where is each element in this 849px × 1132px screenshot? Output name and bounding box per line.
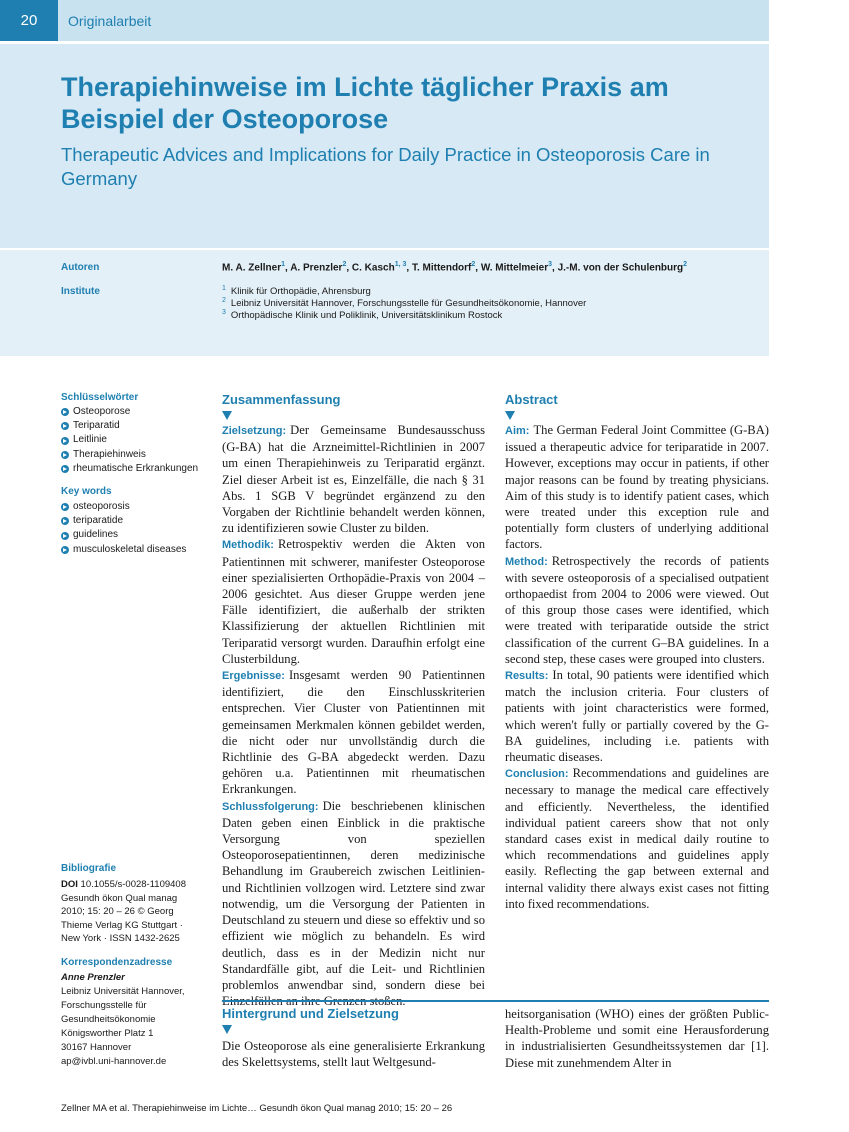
bibliography: DOI 10.1055/s-0028-1109408 Gesundh ökon Qual manag 2010; 15: 20 – 26 © Georg Thieme Verlag KG Stuttgart · New York · ISSN 1432-2625 bbox=[61, 879, 187, 945]
triangle-icon bbox=[222, 1025, 232, 1034]
institute-3: $^3$ Orthopädische Klinik und Poliklinik, Universitätsklinikum Rostock bbox=[222, 309, 503, 322]
author-name: W. Mittelmeier bbox=[480, 262, 549, 274]
correspondence-name: Anne Prenzler bbox=[61, 972, 125, 983]
bullet-icon bbox=[61, 408, 69, 416]
authors-list: M. A. Zellner$^1$, A. Prenzler$^2$, C. Kasch$^{1, 3}$, T. Mittendorf$^2$, W. Mittelmeier$^3$, J.-M. von der Schulenburg$^2$ bbox=[222, 261, 688, 274]
list-item: Teriparatid bbox=[61, 419, 198, 433]
author-name: C. Kasch bbox=[351, 262, 395, 274]
institute-1: $^1$ Klinik für Orthopädie, Ahrensburg bbox=[222, 285, 371, 298]
bullet-icon bbox=[61, 422, 69, 430]
abstract-body: Aim: The German Federal Joint Committee (G-BA) issued a therapeutic advice for teriparatide in 2007. However, exceptions may occur in patients, if other major reasons can be found by treating physicians. Aim of this study is to identify patient cases, which were treated under this exception rule and potentially form clusters of underlying additional factors. Method: Retrospectively the records of patients with severe osteoporosis of a specialised outpatient orthopaedist from 2004 to 2006 were viewed. Out of this group those cases were identified, which were treated with teriparatide outside the strict classification of the current G–BA guidelines. In a second step, these cases were grouped into clusters. Results: In total, 90 patients were identified which match the inclusion criteria. Four clusters of patients with joint characteristics were formed, which weren't fully or partially covered by the G-BA guidelines, including i.e. patients with rheumatic diseases. Conclusion: Recommendations and guidelines are necessary to manage the medical care effectively and efficiently. Nevertheless, the identified individual patient careers show that not only standard cases exist in medical daily routine to which recommendations and guidelines apply easily. Reflecting the gap between external and internal validity there always exist cases not fitting into fixed recommendations. bbox=[505, 423, 769, 911]
page-number: 20 bbox=[0, 0, 58, 41]
hintergrund-text-right: heitsorganisation (WHO) eines der größten Public-Health-Probleme und somit eine Herausforderung in industrialisierten Gesundheitssystemen dar [1]. Diese mit zunehmendem Alter in bbox=[505, 1007, 769, 1070]
doi-value[interactable]: 10.1055/s-0028-1109408 bbox=[80, 879, 187, 890]
list-item: guidelines bbox=[61, 528, 186, 542]
zusammenfassung-heading: Zusammenfassung bbox=[222, 392, 341, 407]
zusammenfassung-body: Zielsetzung: Der Gemeinsame Bundesausschuss (G-BA) hat die Arzneimittel-Richtlinien in 2007 um einen Therapiehinweis zu Teriparatid ergänzt. Ziel dieser Arbeit ist es, Einzelfälle, die nach § 31 Abs. 1 SGB V begründet ergänzend zu den Vorgaben der Richtlinie behandelt werden können, zu identifizieren sowie Cluster zu bilden. Methodik: Retrospektiv werden die Akten von Patientinnen mit schwerer, manifester Osteoporose einer spezialisierten Orthopädie-Praxis von 2004 – 2006 gesichtet. Aus dieser Gruppe werden jene Fälle identifiziert, die außerhalb der strikten Klassifizierung der aktuellen Richtlinien mit Teriparatid versorgt wurden. Daraufhin erfolgt eine Clusterbildung. Ergebnisse: Insgesamt werden 90 Patientinnen identifiziert, die den Einschlusskriterien entsprechen. Vier Cluster von Patientinnen mit gemeinsamen Merkmalen können gebildet werden, die nicht oder nur unvollständig durch die Richtlinie des G-BA abgedeckt werden. Dazu gehören u.a. Patientinnen mit rheumatischen Erkrankungen. Schlussfolgerung: Die beschriebenen klinischen Daten geben einen Einblick in die praktische Versorgung von speziellen Osteoporosepatientinnen, deren medizinische Behandlung im Graubereich zwischen Leitlinien- und Richtlinien vollzogen wird. Letztere sind zwar notwendig, um die Versorgung der Patienten in Deutschland zu steuern und diese so effektiv und so effizient wie möglich zu behandeln. Es wird deutlich, dass es in der Medizin nicht nur Standardfälle gibt, auf die Leit- und Richtlinien problemlos anwendbar sind, sondern diese bei bbox=[222, 423, 485, 992]
institutes-label: Institute bbox=[61, 286, 100, 297]
bullet-icon bbox=[61, 532, 69, 540]
keywords-en-label: Key words bbox=[61, 486, 112, 497]
author-name: T. Mittendorf bbox=[411, 262, 472, 274]
list-item: Leitlinie bbox=[61, 433, 198, 447]
list-item: teriparatide bbox=[61, 514, 186, 528]
author-name: A. Prenzler bbox=[290, 262, 343, 274]
hintergrund-heading: Hintergrund und Zielsetzung bbox=[222, 1006, 399, 1021]
correspondence-email[interactable]: ap@ivbl.uni-hannover.de bbox=[61, 1056, 167, 1067]
bullet-icon bbox=[61, 546, 69, 554]
author-affiliation: 2 bbox=[342, 261, 347, 268]
keywords-de-list bbox=[61, 405, 198, 476]
list-item: musculoskeletal diseases bbox=[61, 543, 186, 557]
title-english: Therapeutic Advices and Implications for Daily Practice in Osteoporosis Care in Germany bbox=[61, 144, 710, 189]
keywords-de-label: Schlüsselwörter bbox=[61, 392, 139, 403]
doi-label: DOI bbox=[61, 879, 78, 890]
bullet-icon bbox=[61, 465, 69, 473]
page-footer: Zellner MA et al. Therapiehinweise im Lichte… Gesundh ökon Qual manag 2010; 15: 20 – 26 bbox=[61, 1103, 453, 1114]
section-label: Originalarbeit bbox=[68, 12, 152, 29]
bullet-icon bbox=[61, 503, 69, 511]
bullet-icon bbox=[61, 517, 69, 525]
authors-label: Autoren bbox=[61, 262, 100, 273]
hintergrund-text-left: Die Osteoporose als eine generalisierte Erkrankung des Skelettsystems, stellt laut Weltgesund- bbox=[222, 1039, 485, 1070]
bullet-icon bbox=[61, 451, 69, 459]
author-affiliation: 3 bbox=[548, 261, 553, 268]
author-affiliation: 2 bbox=[471, 261, 476, 268]
keywords-en-list bbox=[61, 500, 186, 557]
author-affiliation: 2 bbox=[683, 261, 688, 268]
list-item: Therapiehinweis bbox=[61, 448, 198, 462]
title-german: Therapiehinweise im Lichte täglicher Praxis am Beispiel der Osteoporose bbox=[61, 72, 669, 134]
author-name: J.-M. von der Schulenburg bbox=[557, 262, 684, 274]
list-item: osteoporosis bbox=[61, 500, 186, 514]
bullet-icon bbox=[61, 437, 69, 445]
correspondence-address: Anne Prenzler Leibniz Universität Hannover, Forschungsstelle für Gesundheitsökonomie Königsworther Platz 1 30167 Hannover ap@ivbl.uni-hannover.de bbox=[61, 971, 211, 1069]
list-item: Osteoporose bbox=[61, 405, 198, 419]
author-affiliation: 1, 3 bbox=[394, 261, 407, 268]
abstract-heading: Abstract bbox=[505, 392, 558, 407]
correspondence-label: Korrespondenzadresse bbox=[61, 957, 173, 968]
section-divider bbox=[222, 1000, 769, 1002]
author-name: M. A. Zellner bbox=[222, 262, 282, 274]
bibliografie-label: Bibliografie bbox=[61, 863, 117, 874]
institute-2: $^2$ Leibniz Universität Hannover, Forschungsstelle für Gesundheitsökonomie, Hannover bbox=[222, 297, 587, 310]
author-affiliation: 1 bbox=[281, 261, 285, 268]
list-item: rheumatische Erkrankungen bbox=[61, 462, 198, 476]
triangle-icon bbox=[505, 411, 515, 420]
triangle-icon bbox=[222, 411, 232, 420]
